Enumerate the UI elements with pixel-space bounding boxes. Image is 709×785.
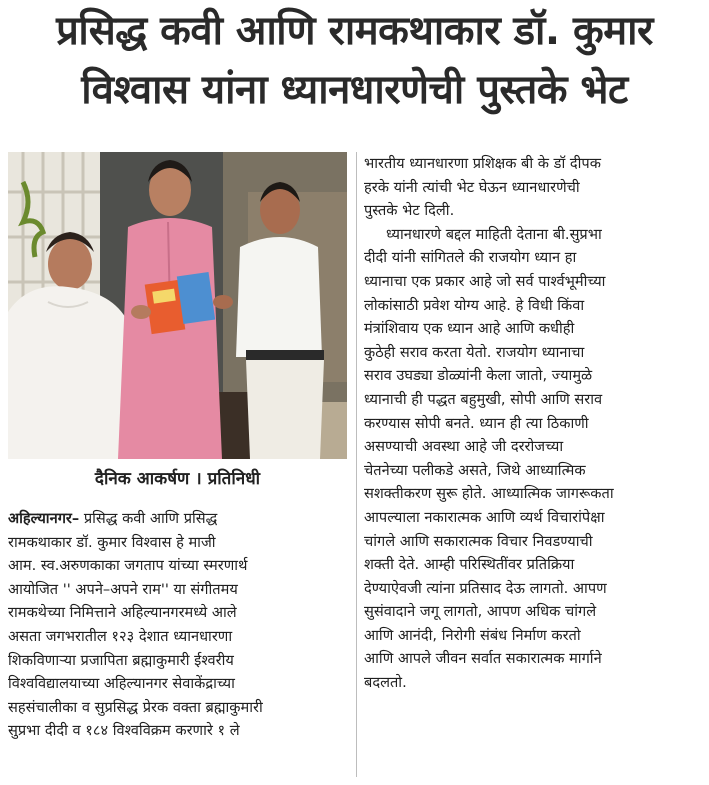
article-line: आम. स्व.अरुणकाका जगताप यांच्या स्मरणार्थ	[8, 557, 248, 575]
article-line: शिकविणाऱ्या प्रजापिता ब्रह्माकुमारी ईश्वरीय	[8, 651, 234, 669]
article-line: बदलतो.	[364, 674, 407, 692]
article-line: करण्यास सोपी बनते. ध्यान ही त्या ठिकाणी	[364, 414, 589, 432]
article-line: आणि आनंदी, निरोगी संबंध निर्माण करतो	[364, 626, 581, 644]
photo-icon	[8, 152, 347, 459]
news-photo	[8, 152, 347, 459]
article-line: दीदी यांनी सांगितले की राजयोग ध्यान हा	[364, 249, 577, 267]
article-line: चांगले आणि सकारात्मक विचार निवडण्याची	[364, 532, 593, 550]
article-line: आपल्याला नकारात्मक आणि व्यर्थ विचारांपेक्षा	[364, 508, 605, 526]
column-divider	[356, 152, 357, 777]
article-line: ध्यानधारणे बद्दल माहिती देताना बी.सुप्रभा	[386, 225, 602, 243]
article-line: पुस्तके भेट दिली.	[364, 202, 455, 220]
headline-line-2: विश्वास यांना ध्यानधारणेची पुस्तके भेट	[81, 67, 628, 113]
article-line: ध्यानाचा एक प्रकार आहे जो सर्व पार्श्वभूमीच्या	[364, 272, 606, 290]
photo-caption: दैनिक आकर्षण । प्रतिनिधी	[94, 469, 261, 489]
article-line: सहसंचालीका व सुप्रसिद्ध प्रेरक वक्ता ब्रह्माकुमारी	[8, 698, 263, 716]
article-line: विश्वविद्यालयाच्या अहिल्यानगर सेवाकेंद्राच्या	[8, 675, 235, 693]
article-line: सुप्रभा दीदी व १८४ विश्वविक्रम करणारे १ ले	[8, 722, 240, 740]
headline-line-1: प्रसिद्ध कवी आणि रामकथाकार डॉ. कुमार	[56, 8, 653, 54]
article-line: आयोजित '' अपने–अपने राम'' या संगीतमय	[8, 580, 238, 598]
article-line: असण्याची अवस्था आहे जी दररोजच्या	[364, 438, 564, 456]
article-line: लोकांसाठी प्रवेश योग्य आहे. हे विधी किंवा	[364, 296, 585, 314]
article-line: देण्याऐवजी त्यांना प्रतिसाद देऊ लागतो. आपण	[364, 579, 607, 597]
dateline: अहिल्यानगर–	[8, 510, 80, 527]
article-line: कुठेही सराव करता येतो. राजयोग ध्यानाचा	[364, 343, 585, 361]
article-line: भारतीय ध्यानधारणा प्रशिक्षक बी के डॉ दीपक	[364, 155, 601, 172]
left-column	[8, 507, 353, 743]
article-line: रामकथाकार डॉ. कुमार विश्वास हे माजी	[8, 533, 216, 551]
article-line-text: प्रसिद्ध कवी आणि प्रसिद्ध	[79, 510, 218, 527]
article-line: रामकथेच्या निमित्ताने अहिल्यानगरमध्ये आले	[8, 604, 237, 622]
article-line: सशक्तीकरण सुरू होते. आध्यात्मिक जागरूकता	[364, 485, 614, 503]
article-line: मंत्रांशिवाय एक ध्यान आहे आणि कधीही	[364, 320, 575, 338]
article-line: सराव उघड्या डोळ्यांनी केला जातो, ज्यामुळे	[364, 367, 593, 385]
article-line	[8, 507, 353, 531]
article-line: ध्यानाची ही पद्धत बहुमुखी, सोपी आणि सराव	[364, 390, 603, 408]
article-line: चेतनेच्या पलीकडे असते, जिथे आध्यात्मिक	[364, 461, 586, 479]
article-line: सुसंवादाने जगू लागतो, आपण अधिक चांगले	[364, 603, 597, 621]
article-line: शक्ती देते. आम्ही परिस्थितींवर प्रतिक्रिया	[364, 556, 575, 574]
right-column	[364, 152, 706, 695]
article-line: आणि आपले जीवन सर्वात सकारात्मक मार्गाने	[364, 650, 602, 668]
article-line: असता जगभरातील १२३ देशात ध्यानधारणा	[8, 627, 233, 645]
article-line: हरके यांनी त्यांची भेट घेऊन ध्यानधारणेची	[364, 178, 580, 196]
headline	[0, 2, 709, 120]
